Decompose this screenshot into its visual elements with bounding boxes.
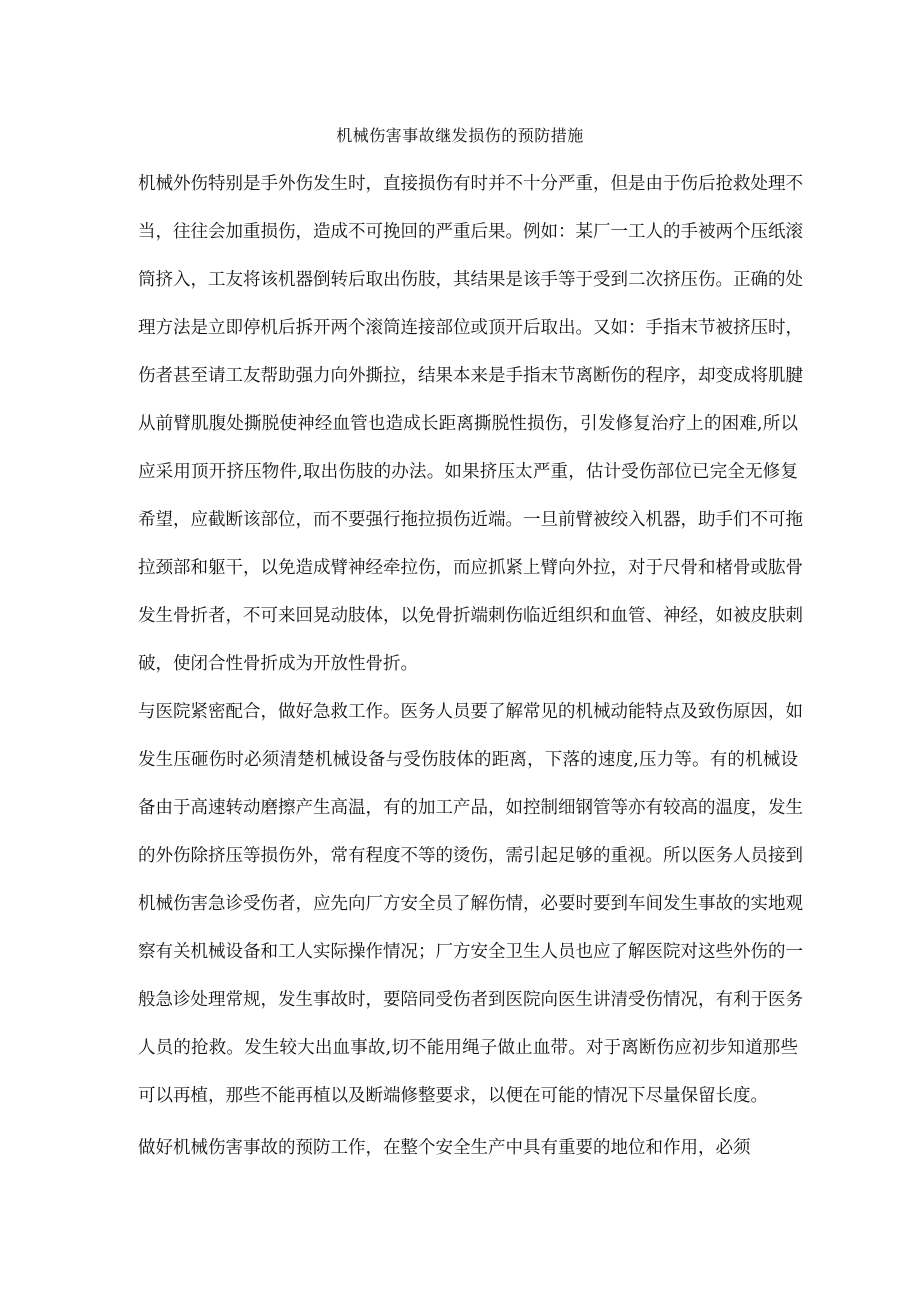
text-line: 机械伤害急诊受伤者，应先向厂方安全员了解伤情，必要时要到车间发生事故的实地观 — [138, 894, 803, 914]
text-line: 从前臂肌腹处撕脱使神经血管也造成长距离撕脱性损伤，引发修复治疗上的困难,所以 — [138, 414, 798, 434]
text-line: 的外伤除挤压等损伤外，常有程度不等的烫伤，需引起足够的重视。所以医务人员接到 — [138, 846, 803, 866]
text-line: 发生压砸伤时必须清楚机械设备与受伤肢体的距离，下落的速度,压力等。有的机械设 — [138, 750, 798, 770]
text-line: 理方法是立即停机后拆开两个滚筒连接部位或顶开后取出。又如：手指末节被挤压时， — [138, 318, 803, 338]
text-line: 当，往往会加重损伤，造成不可挽回的严重后果。例如：某厂一工人的手被两个压纸滚 — [138, 222, 803, 242]
text-line: 应采用顶开挤压物件,取出伤肢的办法。如果挤压太严重，估计受伤部位已完全无修复 — [138, 462, 798, 482]
text-line: 机械外伤特别是手外伤发生时，直接损伤有时并不十分严重，但是由于伤后抢救处理不 — [138, 174, 803, 194]
text-line: 做好机械伤害事故的预防工作，在整个安全生产中具有重要的地位和作用，必须 — [138, 1138, 751, 1158]
document-title: 机械伤害事故继发损伤的预防措施 — [336, 126, 584, 145]
text-line: 拉颈部和躯干，以免造成臂神经牵拉伤，而应抓紧上臂向外拉，对于尺骨和楮骨或肱骨 — [138, 558, 803, 578]
text-line: 备由于高速转动磨擦产生高温，有的加工产品，如控制细钢管等亦有较高的温度，发生 — [138, 798, 803, 818]
text-line: 筒挤入，工友将该机器倒转后取出伤肢，其结果是该手等于受到二次挤压伤。正确的处 — [138, 270, 803, 290]
text-line: 伤者甚至请工友帮助强力向外撕拉，结果本来是手指末节离断伤的程序，却变成将肌腱 — [138, 366, 803, 386]
text-line: 般急诊处理常规，发生事故时，要陪同受伤者到医院向医生讲清受伤情况，有利于医务 — [138, 990, 803, 1010]
text-line: 希望，应截断该部位，而不要强行拖拉损伤近端。一旦前臂被绞入机器，助手们不可拖 — [138, 510, 803, 530]
text-line: 发生骨折者，不可来回晃动肢体，以免骨折端刺伤临近组织和血管、神经，如被皮肤刺 — [138, 606, 803, 626]
text-line: 可以再植，那些不能再植以及断端修整要求，以便在可能的情况下尽量保留长度。 — [138, 1086, 768, 1106]
text-line: 察有关机械设备和工人实际操作情况；厂方安全卫生人员也应了解医院对这些外伤的一 — [138, 942, 803, 962]
text-line: 人员的抢救。发生较大出血事故,切不能用绳子做止血带。对于离断伤应初步知道那些 — [138, 1038, 798, 1058]
text-line: 与医院紧密配合，做好急救工作。医务人员要了解常见的机械动能特点及致伤原因，如 — [138, 702, 803, 722]
text-line: 破，使闭合性骨折成为开放性骨折。 — [138, 654, 418, 674]
